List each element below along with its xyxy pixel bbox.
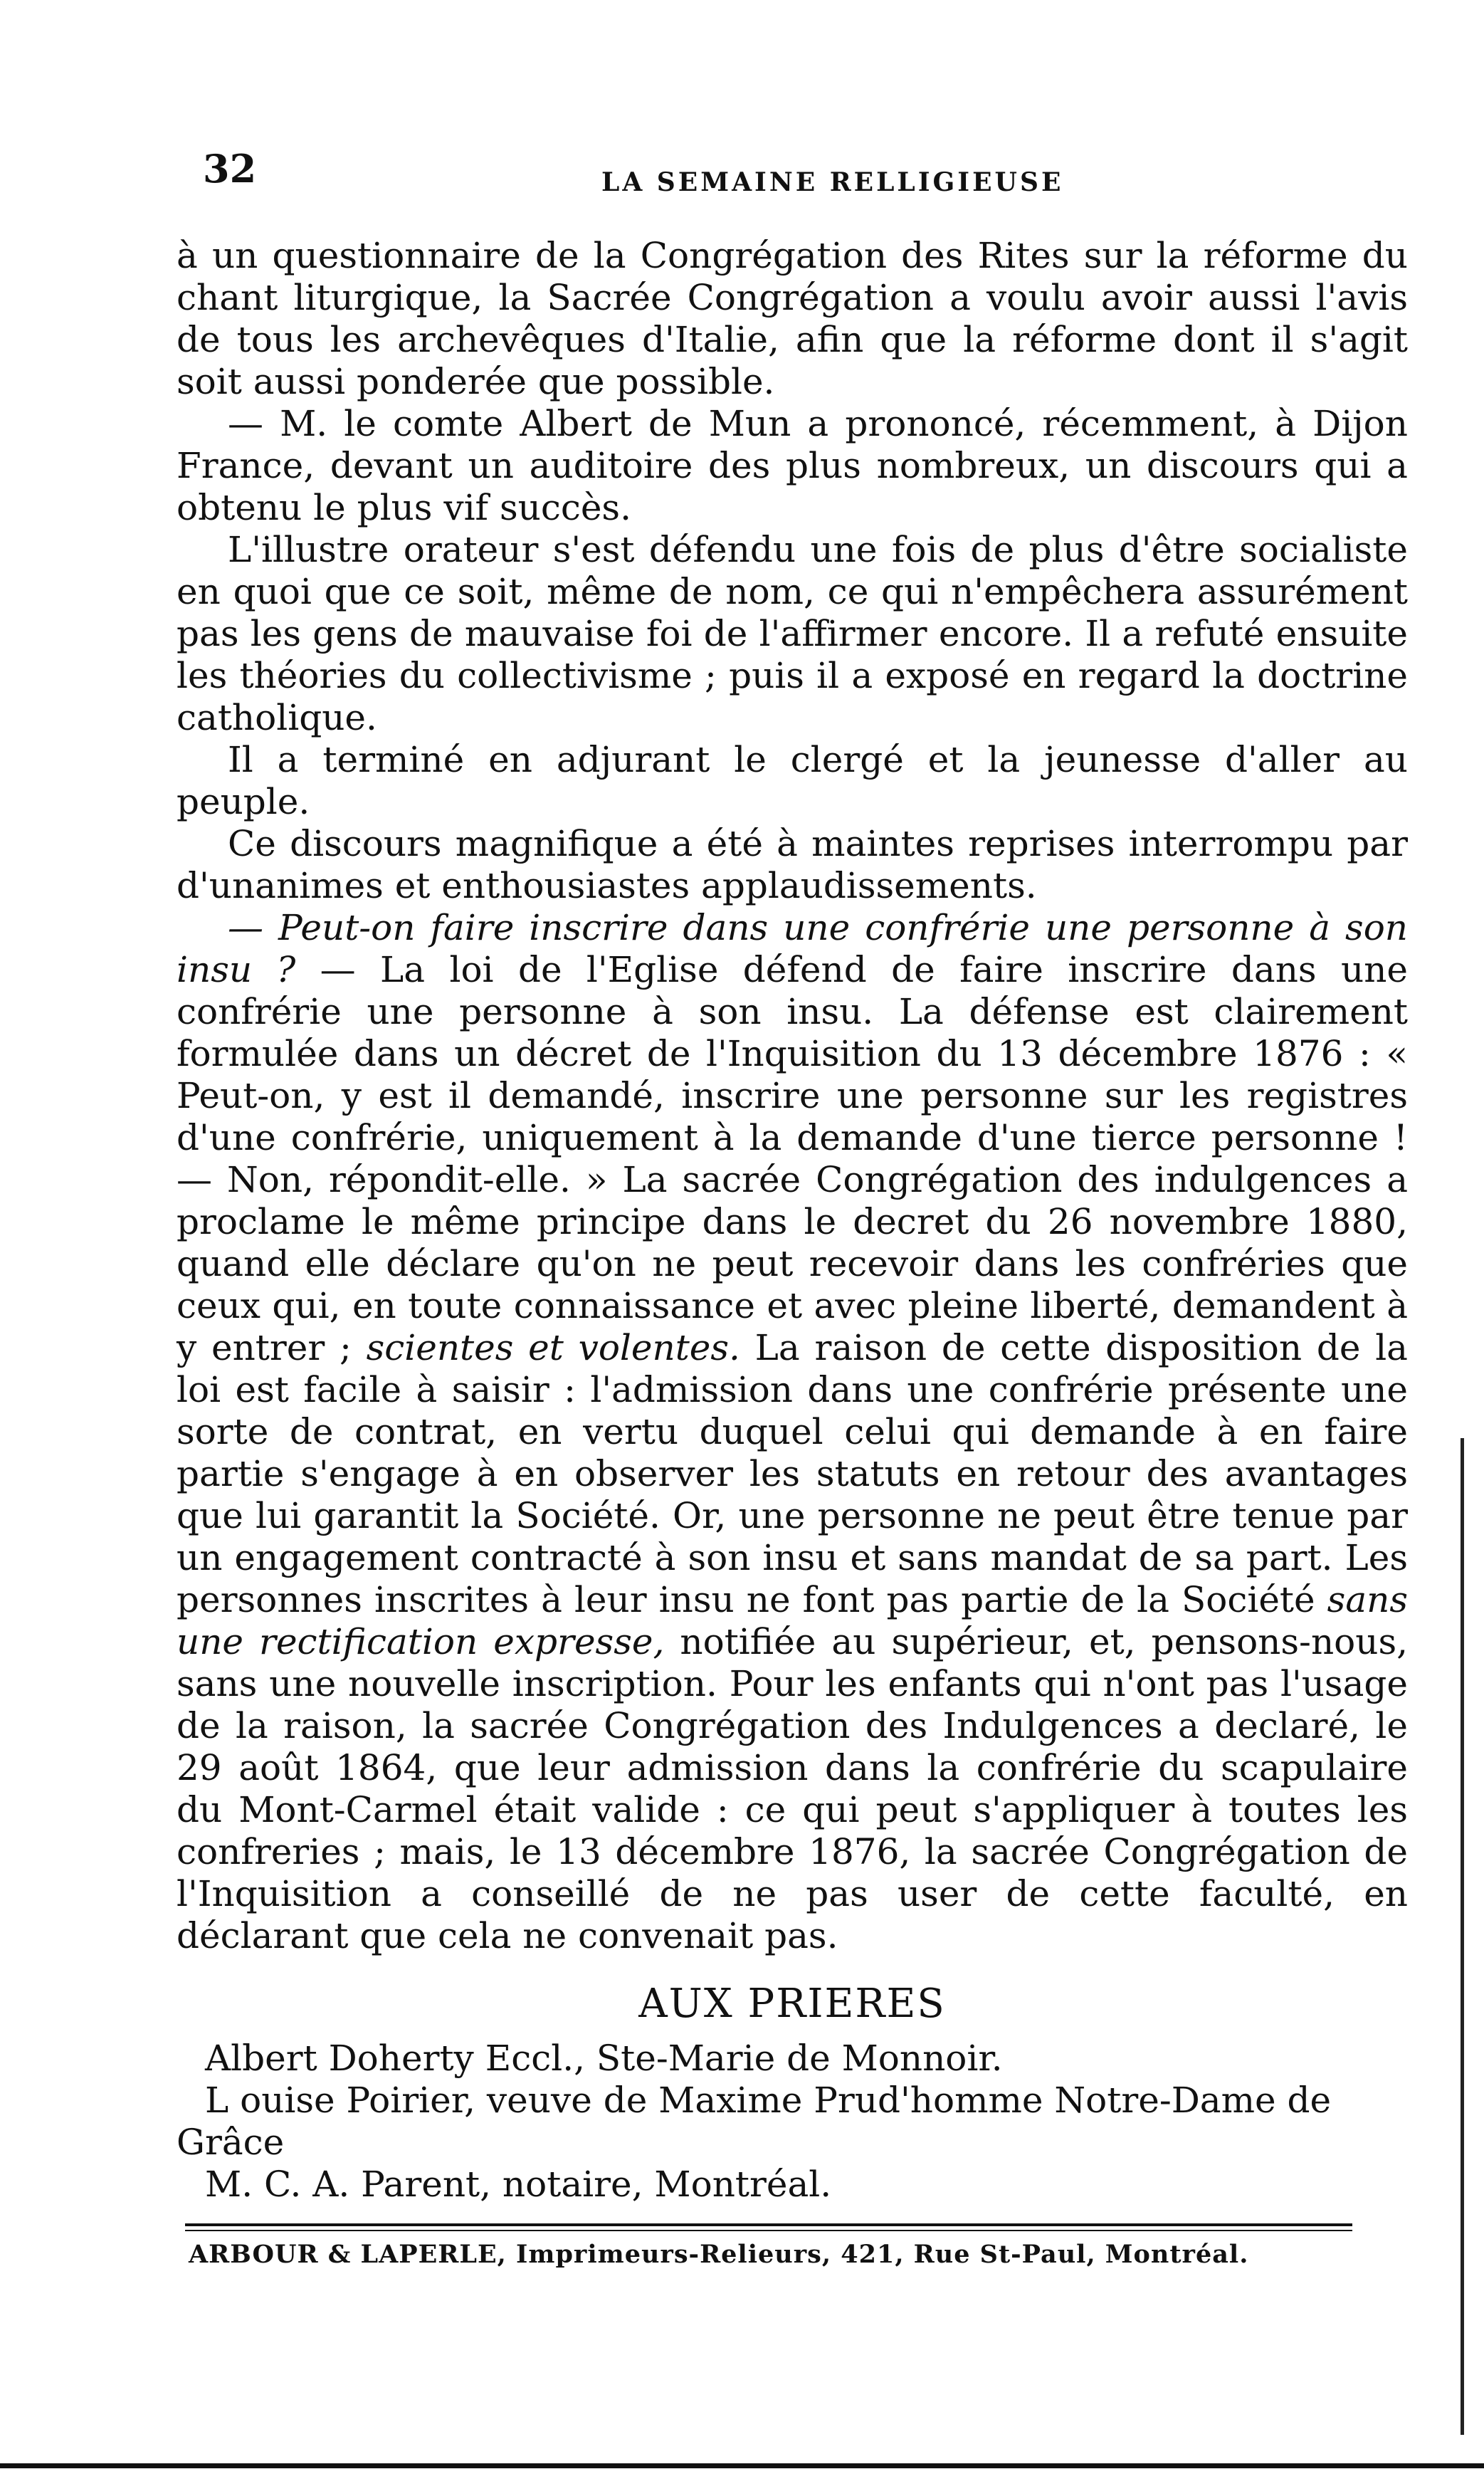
- scan-edge-line: [1461, 1438, 1464, 2435]
- prayer-item: M. C. A. Parent, notaire, Montréal.: [205, 2164, 832, 2205]
- prayer-list: [177, 2038, 1408, 2206]
- scan-bottom-edge: [0, 2463, 1484, 2468]
- paragraph: Ce discours magnifique a été à maintes reprises interrompu par d'unanimes et enthousiastes applaudissements.: [177, 823, 1408, 906]
- paragraph-text: — La loi de l'Eglise défend de faire inscrire dans une confrérie une personne à son insu. La défense est clairement formulée dans un décret de l'Inquisition du 13 décembre 1876 : « Peut-on, y est il demandé, inscrire une personne sur les registres d'une confrérie, uniquement à la demande d'une tierce personne ! — Non, répondit-elle. » La sacrée Congrégation des indulgences a proclame le même principe dans le decret du 26 novembre 1880, quand elle déclare qu'on ne peut recevoir dans les confréries que ceux qui, en toute connaissance et avec pleine liberté, demandent à y entrer ;: [177, 949, 1408, 1368]
- paragraph: — M. le comte Albert de Mun a prononcé, récemment, à Dijon France, devant un auditoire des plus nombreux, un discours qui a obtenu le plus vif succès.: [177, 403, 1408, 528]
- prayer-item: L ouise Poirier, veuve de Maxime Prud'homme Notre-Dame de Grâce: [177, 2080, 1332, 2163]
- running-title: LA SEMAINE RELLIGIEUSE: [601, 167, 1064, 197]
- article-body: [177, 235, 1408, 1957]
- question-heading: — Peut-on faire inscrire dans une confrérie une personne à son insu ?: [177, 907, 1408, 990]
- prayers-heading: AUX PRIERES: [638, 1981, 946, 2027]
- paragraph: Il a terminé en adjurant le clergé et la jeunesse d'aller au peuple.: [177, 739, 1408, 822]
- printer-imprint: ARBOUR & LAPERLE, Imprimeurs-Relieurs, 421, Rue St-Paul, Montréal.: [189, 2240, 1249, 2269]
- paragraph: L'illustre orateur s'est défendu une fois de plus d'être socialiste en quoi que ce soit, même de nom, ce qui n'empêchera assurément pas les gens de mauvaise foi de l'affirmer encore. Il a refuté ensuite les théories du collectivisme ; puis il a exposé en regard la doctrine catholique.: [177, 529, 1408, 738]
- latin-phrase: scientes et volentes.: [366, 1327, 740, 1368]
- page-header: [203, 146, 1370, 210]
- paragraph-text: La raison de cette disposition de la loi est facile à saisir : l'admission dans une confrérie présente une sorte de contrat, en vertu duquel celui qui demande à en faire partie s'engage à en observer les statuts en retour des avantages que lui garantit la Société. Or, une personne ne peut être tenue par un engagement contracté à son insu et sans mandat de sa part. Les personnes inscrites à leur insu ne font pas partie de la Société: [177, 1327, 1408, 1620]
- paragraph-question: [177, 907, 1408, 1957]
- footer-rule: [185, 2223, 1352, 2226]
- page-number: 32: [203, 146, 257, 192]
- paragraph-text: notifiée au supérieur, et, pensons-nous, sans une nouvelle inscription. Pour les enfants qui n'ont pas l'usage de la raison, la sacrée Congrégation des Indulgences a declaré, le 29 août 1864, que leur admission dans la confrérie du scapulaire du Mont-Carmel était valide : ce qui peut s'appliquer à toutes les confreries ; mais, le 13 décembre 1876, la sacrée Congrégation de l'Inquisition a conseillé de ne pas user de cette faculté, en déclarant que cela ne convenait pas.: [177, 1621, 1408, 1956]
- paragraph: à un questionnaire de la Congrégation des Rites sur la réforme du chant liturgique, la Sacrée Congrégation a voulu avoir aussi l'avis de tous les archevêques d'Italie, afin que la réforme dont il s'agit soit aussi ponderée que possible.: [177, 235, 1408, 402]
- emphasis-phrase: sans une rectification expresse,: [177, 1579, 1408, 1662]
- footer-rule-thin: [185, 2230, 1352, 2231]
- prayer-item: Albert Doherty Eccl., Ste-Marie de Monnoir.: [205, 2038, 1003, 2079]
